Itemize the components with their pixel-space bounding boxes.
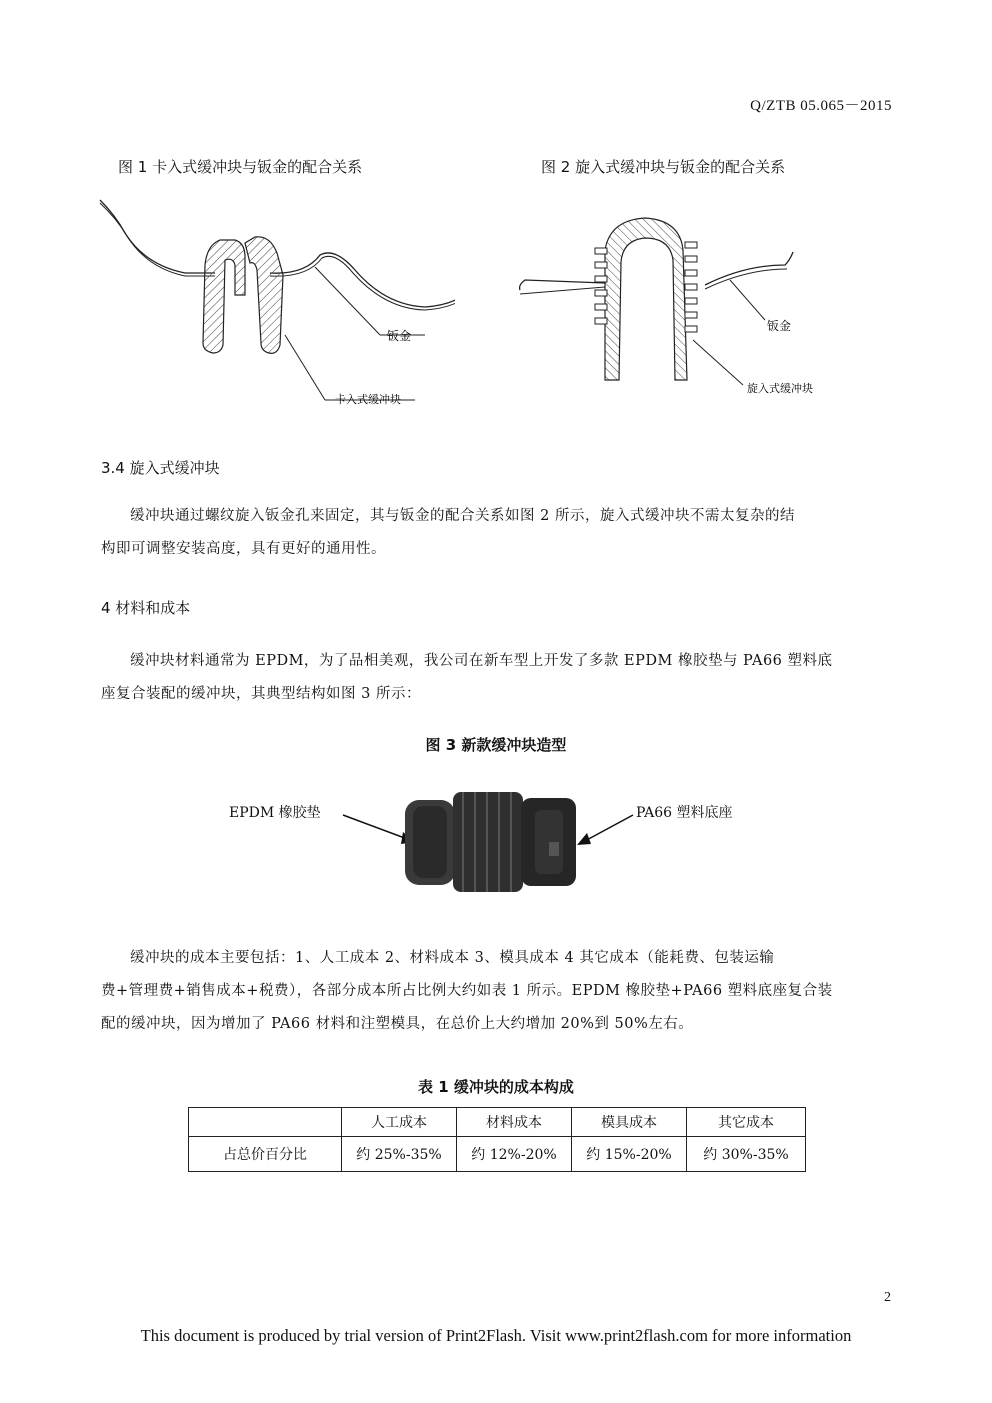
section-4-heading: 4 材料和成本 — [101, 599, 191, 617]
trial-footer: This document is produced by trial version of Print2Flash. Visit www.print2flash.com for more information — [140, 1326, 852, 1345]
table-cell: 占总价百分比 — [189, 1137, 342, 1172]
figure-1-label-part: 卡入式缓冲块 — [335, 393, 401, 406]
figure-2-label-sheet: 钣金 — [767, 319, 792, 333]
figure-3-label-left: EPDM 橡胶垫 — [229, 805, 321, 821]
paragraph-line: 配的缓冲块，因为增加了 PA66 材料和注塑模具，在总价上大约增加 20%到 50%左右。 — [101, 1016, 694, 1032]
table-cell: 约 25%-35% — [342, 1137, 457, 1172]
section-3-4-heading: 3.4 旋入式缓冲块 — [101, 459, 220, 477]
paragraph-line: 费+管理费+销售成本+税费），各部分成本所占比例大约如表 1 所示。EPDM 橡胶垫+PA66 塑料底座复合装 — [101, 983, 833, 999]
figure-2-drawing — [515, 210, 855, 400]
table-1-caption: 表 1 缓冲块的成本构成 — [418, 1078, 574, 1096]
section-4-paragraph-2 — [101, 942, 893, 1041]
table-cell: 约 30%-35% — [687, 1137, 806, 1172]
page-number: 2 — [884, 1290, 891, 1305]
paragraph-line: 构即可调整安装高度，具有更好的通用性。 — [101, 541, 386, 557]
cost-table — [188, 1107, 806, 1172]
paragraph-line: 缓冲块材料通常为 EPDM，为了品相美观，我公司在新车型上开发了多款 EPDM 橡胶垫与 PA66 塑料底 — [130, 653, 833, 669]
table-header-row — [189, 1108, 806, 1137]
figure-2-caption: 图 2 旋入式缓冲块与钣金的配合关系 — [541, 158, 786, 176]
table-header-cell: 材料成本 — [457, 1108, 572, 1137]
table-row — [189, 1137, 806, 1172]
table-cell: 约 15%-20% — [572, 1137, 687, 1172]
table-header-cell: 其它成本 — [687, 1108, 806, 1137]
figure-1-caption: 图 1 卡入式缓冲块与钣金的配合关系 — [118, 158, 363, 176]
table-header-cell: 模具成本 — [572, 1108, 687, 1137]
section-4-paragraph-1 — [101, 645, 893, 711]
section-3-4-paragraph — [101, 500, 893, 566]
figure-3-photo — [335, 770, 640, 900]
table-header-cell — [189, 1108, 342, 1137]
figure-3-caption: 图 3 新款缓冲块造型 — [425, 736, 567, 754]
figure-3-label-right: PA66 塑料底座 — [636, 805, 733, 821]
paragraph-line: 座复合装配的缓冲块，其典型结构如图 3 所示： — [101, 686, 421, 702]
table-header-cell: 人工成本 — [342, 1108, 457, 1137]
figure-1-label-sheet: 钣金 — [387, 329, 412, 343]
figure-2-label-part: 旋入式缓冲块 — [747, 382, 813, 395]
table-cell: 约 12%-20% — [457, 1137, 572, 1172]
paragraph-line: 缓冲块的成本主要包括：1、人工成本 2、材料成本 3、模具成本 4 其它成本（能耗费、包装运输 — [130, 950, 775, 966]
figure-1-drawing — [95, 195, 455, 415]
document-code: Q/ZTB 05.065－2015 — [750, 98, 892, 114]
paragraph-line: 缓冲块通过螺纹旋入钣金孔来固定，其与钣金的配合关系如图 2 所示，旋入式缓冲块不需太复杂的结 — [130, 508, 795, 524]
